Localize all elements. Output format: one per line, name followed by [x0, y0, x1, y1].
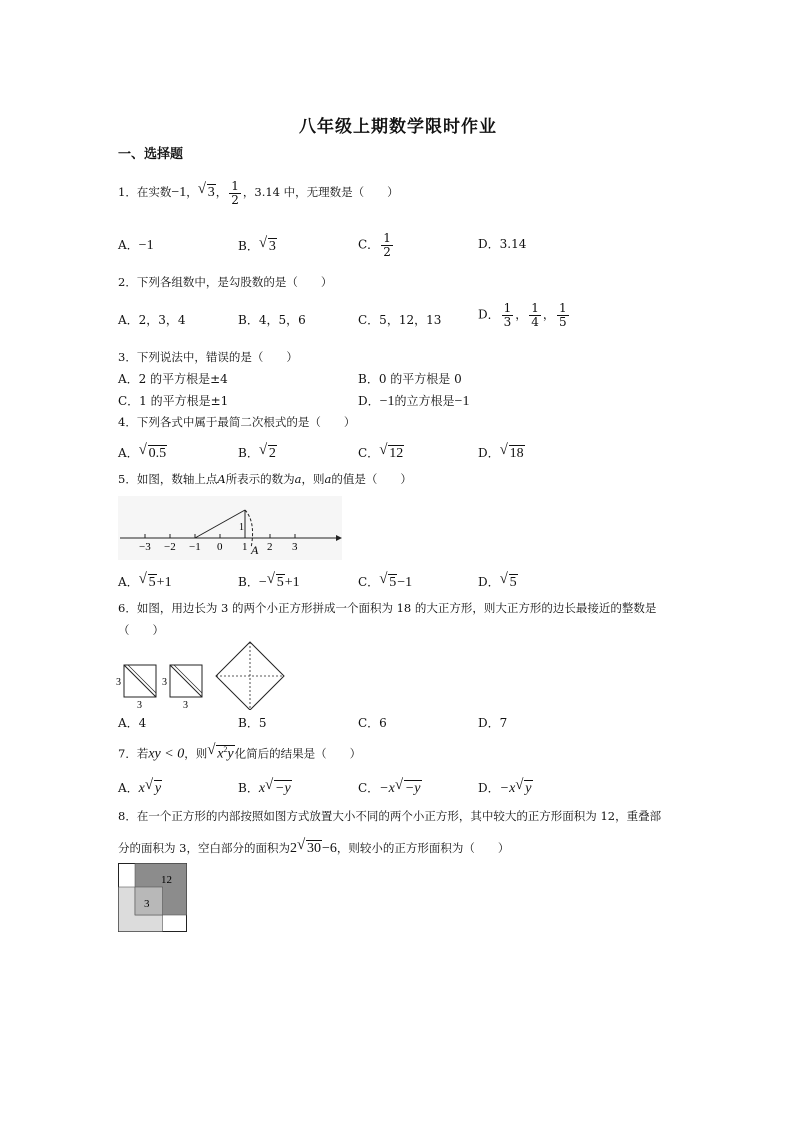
question-6: 6．如图，用边长为 3 的两个小正方形拼成一个面积为 18 的大正方形，则大正方形的边长最接近的整数是 [118, 601, 657, 615]
q3-option-a[interactable]: A．2 的平方根是±4 [118, 372, 228, 386]
q6-option-b[interactable]: B．5 [238, 716, 267, 730]
question-6-paren: （ ） [118, 623, 164, 637]
q6-option-c[interactable]: C．6 [358, 716, 387, 730]
number-line-figure [118, 496, 342, 560]
q7-radical: √ $x^2y$ [207, 742, 234, 762]
question-4: 4．下列各式中属于最简二次根式的是（ ） [118, 415, 356, 429]
q3-option-b[interactable]: B．0 的平方根是 0 [358, 372, 462, 386]
q7-option-c[interactable]: C．−x √ −y [358, 777, 421, 796]
page-title: 八年级上期数学限时作业 [299, 117, 497, 137]
small-square-2-diagonal [170, 665, 202, 697]
axis-tick-label: 3 [292, 541, 298, 553]
axis-tick-label: 0 [217, 541, 223, 553]
question-8-line-1: 8．在一个正方形的内部按照如图方式放置大小不同的两个小正方形，其中较大的正方形面积为 12，重叠部 [118, 809, 662, 823]
q1-option-d[interactable]: D．3.14 [478, 237, 527, 251]
question-1 [118, 180, 399, 206]
q7-option-a[interactable]: A．x √ y [118, 777, 162, 796]
q1-lead: 1．在实数 [118, 185, 172, 200]
q4-option-d[interactable]: D． √ 18 [478, 442, 524, 461]
q4-option-a[interactable]: A． √ 0.5 [118, 442, 167, 461]
q1-option-a[interactable]: A．−1 [118, 238, 154, 253]
point-a-label: A [251, 543, 259, 557]
axis-tick-label: 1 [242, 541, 248, 553]
q1-tail: ，3.14 中，无理数是（ ） [242, 185, 399, 200]
q5-option-c[interactable]: C． √ 5−1 [358, 571, 413, 590]
side-label-1: 3 [116, 677, 121, 688]
side-label-3: 3 [162, 677, 167, 688]
question-8-line-2: 分的面积为 3，空白部分的面积为2 √ 30−6，则较小的正方形面积为（ ） [118, 837, 510, 856]
axis-tick-label: 2 [267, 541, 273, 553]
overlap-area-label: 3 [144, 898, 150, 910]
q4-option-c[interactable]: C． √ 12 [358, 442, 404, 461]
small-square-1-hatch [128, 665, 156, 693]
question-2: 2．下列各组数中，是勾股数的是（ ） [118, 275, 333, 289]
small-square-1-diagonal [124, 665, 156, 697]
overlap-squares-figure [118, 863, 188, 933]
question-7: 7．若xy < 0，则 √ $x^2y$化简后的结果是（ ） [118, 742, 362, 762]
side-label-2: 3 [137, 700, 142, 710]
q1-sqrt: √ 3 [197, 181, 215, 201]
q5-option-d[interactable]: D． √ 5 [478, 571, 517, 590]
q2-option-d[interactable]: D． $\frac{1}{3}$ ， $\frac{1}{4}$ ， $\frac{1}{5}$ [478, 301, 567, 329]
squares-figure [114, 640, 294, 710]
q1-fraction: $\frac{1}{2}$ [231, 179, 239, 207]
side-label-4: 3 [183, 700, 188, 710]
q6-option-d[interactable]: D．7 [478, 716, 508, 730]
axis-tick-label: −1 [189, 541, 201, 553]
q1-sep: ， [186, 185, 198, 200]
q2-option-a[interactable]: A．2，3，4 [118, 313, 186, 327]
q1-option-b[interactable]: B． √ 3 [238, 235, 276, 254]
q6-option-a[interactable]: A．4 [118, 716, 147, 730]
axis-tick-label: −3 [139, 541, 151, 553]
q7-option-d[interactable]: D．−x √ y [478, 777, 532, 796]
figure-background [118, 496, 342, 560]
q5-option-a[interactable]: A． √ 5+1 [118, 571, 172, 590]
q5-option-b[interactable]: B．− √ 5+1 [238, 571, 300, 590]
section-heading: 一、选择题 [118, 147, 184, 162]
q2-option-c[interactable]: C．5，12，13 [358, 313, 442, 327]
q1-num: −1 [171, 185, 187, 201]
q4-option-b[interactable]: B． √ 2 [238, 442, 276, 461]
q3-option-c[interactable]: C．1 的平方根是±1 [118, 394, 229, 408]
axis-tick-label: −2 [164, 541, 176, 553]
question-3: 3．下列说法中，错误的是（ ） [118, 350, 298, 364]
question-5: 5．如图，数轴上点A所表示的数为a，则a的值是（ ） [118, 472, 412, 486]
larger-area-label: 12 [161, 874, 172, 886]
q1-sep2: ， [215, 185, 228, 200]
q2-option-b[interactable]: B．4，5，6 [238, 313, 306, 327]
height-label: 1 [239, 522, 244, 533]
q7-option-b[interactable]: B．x √ −y [238, 777, 291, 796]
q3-option-d[interactable]: D．−1的立方根是−1 [358, 394, 470, 409]
small-square-2-hatch [174, 665, 202, 693]
q1-option-c[interactable]: C． $\frac{1}{2}$ [358, 231, 391, 259]
